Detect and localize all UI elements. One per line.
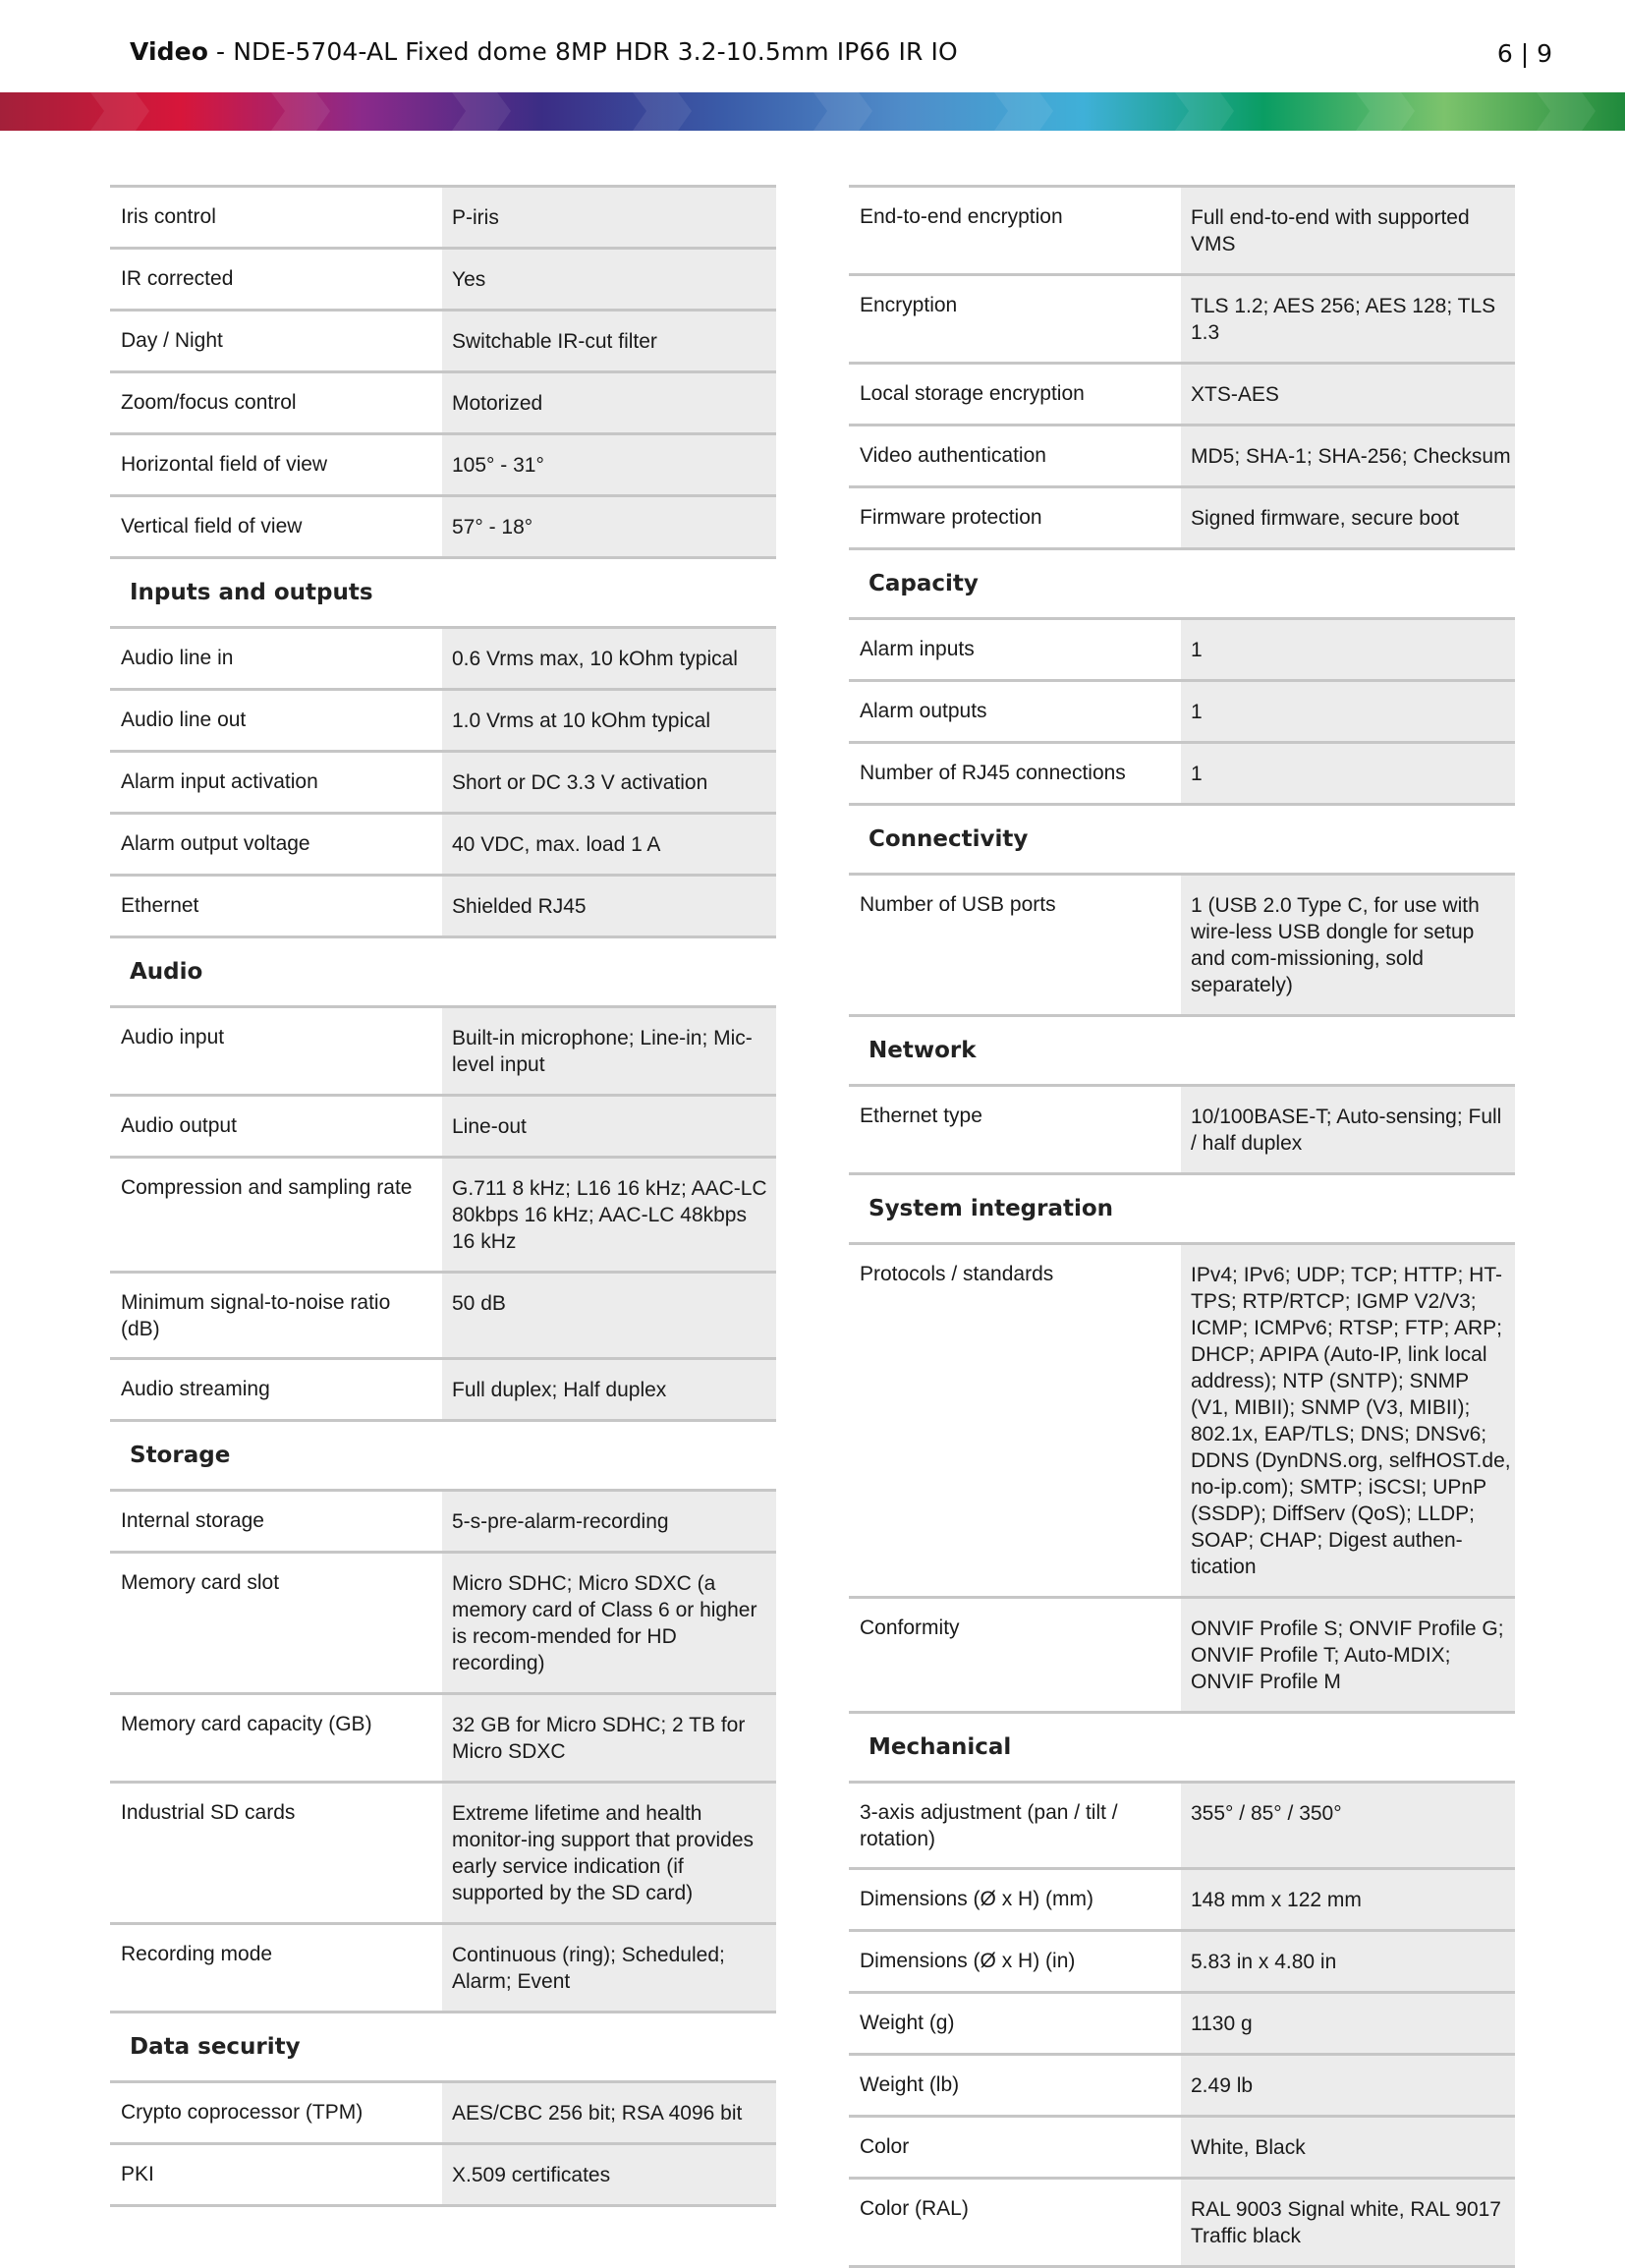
spec-row [849,1242,1515,1596]
section-heading-data-security: Data security [110,2011,776,2080]
spec-label: Alarm outputs [860,700,987,722]
spec-row [849,485,1515,547]
spec-label: Recording mode [121,1943,273,1965]
right-spec-column [849,185,1515,2268]
spec-value: P-iris [442,188,776,247]
spec-row [110,874,776,936]
spec-value: Continuous (ring); Scheduled; Alarm; Event [442,1925,776,2011]
spec-value: XTS-AES [1181,365,1515,424]
spec-label: Number of RJ45 connections [860,762,1126,784]
section-heading-storage: Storage [110,1419,776,1489]
spec-row [110,2080,776,2142]
spec-value: 1 [1181,620,1515,679]
spec-row [110,1156,776,1271]
spec-label: Audio streaming [121,1378,270,1400]
spec-row [849,2053,1515,2115]
spec-label: Alarm input activation [121,770,318,793]
spec-row [110,309,776,370]
spec-value: 1 (USB 2.0 Type C, for use with wire-less USB dongle for setup and com-missioning, sold separately) [1181,876,1515,1014]
spec-value: 2.49 lb [1181,2056,1515,2115]
spec-row [849,1084,1515,1172]
spec-label: Number of USB ports [860,893,1056,916]
spec-value: Signed firmware, secure boot [1181,488,1515,547]
spec-row [849,1991,1515,2053]
spec-value: Shielded RJ45 [442,877,776,936]
spec-label: Horizontal field of view [121,453,328,476]
spec-row [110,688,776,750]
spec-value: 1 [1181,682,1515,741]
spec-label: Audio input [121,1026,225,1049]
spec-row [110,1357,776,1419]
spec-row [110,812,776,874]
spec-value: 40 VDC, max. load 1 A [442,815,776,874]
spec-label: Ethernet [121,894,199,917]
spec-label: Video authentication [860,444,1046,467]
spec-row [849,1929,1515,1991]
spec-row [849,2115,1515,2177]
spec-row [849,1781,1515,1867]
spec-value: Switchable IR-cut filter [442,312,776,370]
spec-label: Dimensions (Ø x H) (in) [860,1950,1076,1972]
spec-row [110,750,776,812]
page-header [0,0,1625,92]
spec-value: 355° / 85° / 350° [1181,1784,1515,1867]
spec-label: Zoom/focus control [121,391,297,414]
section-heading-audio: Audio [110,936,776,1005]
spec-row [110,1781,776,1922]
spec-value: 5-s-pre-alarm-recording [442,1492,776,1551]
section-heading-system-integration: System integration [849,1172,1515,1242]
spec-row [110,2142,776,2207]
color-band [0,92,1625,131]
spec-label: Color (RAL) [860,2197,969,2220]
spec-label: 3-axis adjustment (pan / tilt / rotation) [860,1801,1118,1850]
spec-row [110,1005,776,1094]
spec-value: AES/CBC 256 bit; RSA 4096 bit [442,2083,776,2142]
spec-row [849,617,1515,679]
spec-row [849,424,1515,485]
spec-label: Encryption [860,294,958,316]
spec-value: 32 GB for Micro SDHC; 2 TB for Micro SDXC [442,1695,776,1781]
spec-row [110,247,776,309]
section-heading-network: Network [849,1014,1515,1084]
spec-row [849,741,1515,803]
spec-value: 57° - 18° [442,497,776,556]
spec-value: Short or DC 3.3 V activation [442,753,776,812]
spec-row [110,494,776,556]
spec-value: ONVIF Profile S; ONVIF Profile G; ONVIF Profile T; Auto-MDIX; ONVIF Profile M [1181,1599,1515,1711]
spec-label: Crypto coprocessor (TPM) [121,2101,364,2124]
spec-value: Full duplex; Half duplex [442,1360,776,1419]
spec-row [849,1867,1515,1929]
title-category: Video [130,37,209,66]
spec-label: End-to-end encryption [860,205,1063,228]
spec-label: IR corrected [121,267,234,290]
spec-label: Firmware protection [860,506,1042,529]
spec-value: 1.0 Vrms at 10 kOhm typical [442,691,776,750]
spec-value: Micro SDHC; Micro SDXC (a memory card of Class 6 or higher is recom-mended for HD recording) [442,1554,776,1692]
spec-row [110,626,776,688]
section-heading-inputs-and-outputs: Inputs and outputs [110,556,776,626]
section-heading-connectivity: Connectivity [849,803,1515,873]
spec-label: Dimensions (Ø x H) (mm) [860,1888,1094,1910]
spec-row [849,873,1515,1014]
spec-label: Weight (g) [860,2012,955,2034]
spec-row [110,1922,776,2011]
section-heading-mechanical: Mechanical [849,1711,1515,1781]
spec-value: 148 mm x 122 mm [1181,1870,1515,1929]
spec-row [110,1551,776,1692]
spec-value: Line-out [442,1097,776,1156]
spec-value: 105° - 31° [442,435,776,494]
title-product: - NDE-5704-AL Fixed dome 8MP HDR 3.2-10.5mm IP66 IR IO [208,37,958,66]
spec-row [849,362,1515,424]
spec-row [849,1596,1515,1711]
spec-row [110,370,776,432]
spec-value: Full end-to-end with supported VMS [1181,188,1515,273]
spec-value: RAL 9003 Signal white, RAL 9017 Traffic black [1181,2180,1515,2265]
spec-label: Alarm inputs [860,638,975,660]
spec-value: IPv4; IPv6; UDP; TCP; HTTP; HT-TPS; RTP/RTCP; IGMP V2/V3; ICMP; ICMPv6; RTSP; FTP; ARP; DHCP; APIPA (Auto-IP, link local address); NTP (SNTP); SNMP (V1, MIBII); SNMP (V3, MIBII); 802.1x, EAP/TLS; DNS; DNSv6; DDNS (DynDNS.org, selfHOST.de, no-ip.com); SMTP; iSCSI; UPnP (SSDP); DiffServ (QoS); LLDP; SOAP; CHAP; Digest authen-tication [1181,1245,1515,1596]
spec-label: Weight (lb) [860,2073,960,2096]
spec-value: 0.6 Vrms max, 10 kOhm typical [442,629,776,688]
spec-row [849,273,1515,362]
section-heading-capacity: Capacity [849,547,1515,617]
spec-row [849,185,1515,273]
spec-label: Protocols / standards [860,1263,1054,1285]
document-title [130,37,958,66]
spec-label: Vertical field of view [121,515,303,538]
spec-row [849,2177,1515,2268]
spec-value: 1130 g [1181,1994,1515,2053]
spec-value: MD5; SHA-1; SHA-256; Checksum [1181,426,1515,485]
spec-value: 1 [1181,744,1515,803]
spec-label: PKI [121,2163,154,2185]
spec-label: Audio line in [121,647,234,669]
spec-value: Built-in microphone; Line-in; Mic-level input [442,1008,776,1094]
spec-label: Day / Night [121,329,223,352]
spec-value: G.711 8 kHz; L16 16 kHz; AAC-LC 80kbps 16 kHz; AAC-LC 48kbps 16 kHz [442,1159,776,1271]
spec-value: Extreme lifetime and health monitor-ing support that provides early service indication (if supported by the SD card) [442,1784,776,1922]
spec-row [110,185,776,247]
page-number: 6 | 9 [1496,39,1552,68]
spec-value: 10/100BASE-T; Auto-sensing; Full / half duplex [1181,1087,1515,1172]
spec-row [110,1692,776,1781]
spec-value: TLS 1.2; AES 256; AES 128; TLS 1.3 [1181,276,1515,362]
spec-label: Memory card slot [121,1571,280,1594]
spec-label: Color [860,2135,910,2158]
spec-label: Local storage encryption [860,382,1085,405]
spec-label: Alarm output voltage [121,832,310,855]
spec-value: Yes [442,250,776,309]
spec-label: Conformity [860,1616,960,1639]
spec-value: 5.83 in x 4.80 in [1181,1932,1515,1991]
spec-label: Compression and sampling rate [121,1176,413,1199]
spec-value: X.509 certificates [442,2145,776,2204]
spec-label: Minimum signal-to-noise ratio (dB) [121,1291,391,1340]
spec-label: Memory card capacity (GB) [121,1713,372,1735]
left-spec-column [110,185,776,2207]
spec-value: Motorized [442,373,776,432]
spec-row [110,1094,776,1156]
spec-label: Iris control [121,205,216,228]
spec-row [110,432,776,494]
spec-row [110,1489,776,1551]
spec-label: Audio line out [121,709,247,731]
spec-label: Ethernet type [860,1105,982,1127]
spec-row [110,1271,776,1357]
spec-label: Internal storage [121,1509,264,1532]
spec-label: Industrial SD cards [121,1801,296,1824]
spec-row [849,679,1515,741]
color-band-graphic [0,92,1625,131]
spec-value: 50 dB [442,1274,776,1357]
spec-value: White, Black [1181,2118,1515,2177]
spec-label: Audio output [121,1114,237,1137]
